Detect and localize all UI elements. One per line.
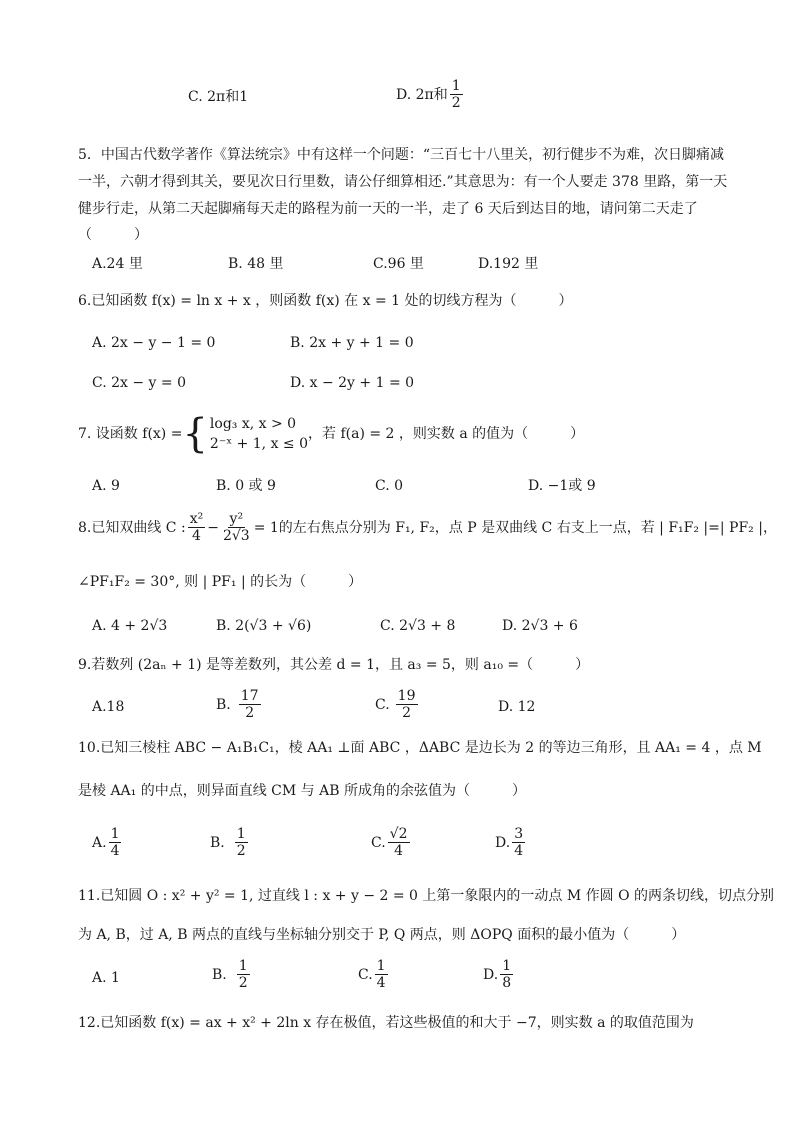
q11-option-c-fraction — [375, 958, 388, 991]
q6-stem: 6.已知函数 f(x) = ln x + x ，则函数 f(x) 在 x = 1 处的切线方程为（ ） — [78, 293, 573, 309]
q11-option-a: A. 1 — [92, 970, 120, 986]
q10-line-2: 是棱 AA₁ 的中点，则异面直线 CM 与 AB 所成角的余弦值为（ ） — [78, 783, 526, 799]
q11-line-1: 11.已知圆 O : x² + y² = 1, 过直线 l : x + y − 2 = 0 上第一象限内的一动点 M 作圆 O 的两条切线，切点分别 — [78, 888, 775, 904]
fraction-numerator: 1 — [236, 826, 246, 842]
fraction-numerator: 1 — [376, 958, 386, 974]
q5-line-3: 健步行走，从第二天起脚痛每天走的路程为前一天的一半，走了 6 天后到达目的地，请问第二天走了 — [78, 201, 698, 217]
q5-line-2: 一半，六朝才得到其关，要见次日行里数，请公仔细算相还.”其意思为：有一个人要走 378 里路，第一天 — [78, 174, 728, 190]
fraction-denominator: 2 — [236, 843, 246, 859]
q7-option-d: D. −1或 9 — [528, 478, 596, 494]
q7-option-c: C. 0 — [375, 478, 404, 494]
q11-option-c — [358, 958, 390, 991]
q9-option-c — [375, 688, 420, 721]
q10-option-b-fraction — [235, 826, 248, 859]
q11-option-d-fraction — [500, 958, 513, 991]
q10-option-d-fraction — [512, 826, 525, 859]
option-label: C. — [358, 966, 373, 983]
fraction-denominator: 4 — [514, 843, 524, 859]
q10-option-a-fraction — [109, 826, 122, 859]
q7-prefix: 7. 设函数 f(x) = — [78, 426, 183, 442]
q6-option-c: C. 2x − y = 0 — [92, 375, 186, 391]
q8-stem — [78, 511, 777, 544]
q5-option-d: D.192 里 — [478, 256, 539, 272]
q7-cases — [210, 414, 308, 454]
q4-option-c: C. 2π和1 — [188, 89, 249, 105]
fraction-numerator: y² — [229, 511, 244, 527]
q9-option-a: A.18 — [92, 699, 125, 715]
option-label: D. — [495, 834, 511, 851]
fraction-numerator: 17 — [240, 688, 259, 704]
q6-option-d: D. x − 2y + 1 = 0 — [290, 375, 415, 391]
q8-option-a: A. 4 + 2√3 — [92, 618, 168, 634]
option-label: B. — [212, 966, 227, 983]
option-label: B. — [210, 834, 225, 851]
q10-option-a — [92, 826, 123, 859]
option-label: C. — [371, 834, 386, 851]
option-label: B. — [216, 696, 231, 713]
fraction-numerator: 19 — [397, 688, 416, 704]
q10-option-c-fraction — [388, 826, 410, 859]
q5-option-b: B. 48 里 — [228, 256, 284, 272]
q5-option-c: C.96 里 — [373, 256, 424, 272]
fraction-numerator: 1 — [451, 78, 461, 94]
fraction-numerator: 1 — [238, 958, 248, 974]
q9-option-d: D. 12 — [498, 699, 536, 715]
q12-line-1: 12.已知函数 f(x) = ax + x² + 2ln x 存在极值，若这些极值的和大于 −7，则实数 a 的取值范围为 — [78, 1015, 694, 1031]
option-label: C. — [375, 696, 390, 713]
q7-option-b: B. 0 或 9 — [216, 478, 276, 494]
fraction-denominator: 2 — [245, 705, 255, 721]
fraction-denominator: 4 — [394, 843, 404, 859]
q4-option-d-fraction — [450, 78, 463, 111]
q6-option-a: A. 2x − y − 1 = 0 — [92, 335, 216, 351]
fraction-numerator: x² — [189, 511, 204, 527]
minus-sign: − — [207, 519, 219, 536]
fraction-numerator: √2 — [389, 826, 408, 842]
q8-prefix: 8.已知双曲线 C : — [78, 519, 186, 536]
q6-option-b: B. 2x + y + 1 = 0 — [290, 335, 414, 351]
q8-line-2: ∠PF₁F₂ = 30°, 则 | PF₁ | 的长为（ ） — [78, 574, 363, 590]
q5-line-1: 5．中国古代数学著作《算法统宗》中有这样一个问题：“三百七十八里关，初行健步不为难，次日脚痛减 — [78, 147, 725, 163]
q7-suffix: ，若 f(a) = 2 ，则实数 a 的值为（ ） — [308, 426, 585, 442]
fraction-numerator: 1 — [110, 826, 120, 842]
fraction-numerator: 3 — [514, 826, 524, 842]
q7-piecewise — [182, 411, 309, 457]
q10-option-c — [371, 826, 412, 859]
fraction-denominator: 2 — [451, 95, 461, 111]
option-label: A. — [92, 834, 107, 851]
q8-option-b: B. 2(√3 + √6) — [216, 618, 312, 634]
fraction-denominator: 2 — [238, 975, 248, 991]
fraction-denominator: 8 — [502, 975, 512, 991]
q7-stem — [78, 411, 585, 457]
q4-option-d — [396, 78, 465, 111]
q9-option-b-fraction — [239, 688, 261, 721]
fraction-numerator: 1 — [502, 958, 512, 974]
fraction-denominator: 4 — [376, 975, 386, 991]
q11-line-2: 为 A, B，过 A, B 两点的直线与坐标轴分别交于 P, Q 两点，则 ΔOPQ 面积的最小值为（ ） — [78, 927, 686, 943]
fraction-denominator: 2 — [402, 705, 412, 721]
q8-fraction-2 — [221, 511, 252, 544]
q8-option-d: D. 2√3 + 6 — [502, 618, 578, 634]
q5-option-a: A.24 里 — [92, 256, 143, 272]
fraction-denominator: 4 — [110, 843, 120, 859]
q9-option-b — [216, 688, 263, 721]
q7-case-1: log₃ x, x > 0 — [209, 416, 297, 432]
q9-stem: 9.若数列 (2aₙ + 1) 是等差数列，其公差 d = 1，且 a₃ = 5，则 a₁₀ =（ ） — [78, 657, 590, 673]
q10-line-1: 10.已知三棱柱 ABC − A₁B₁C₁，棱 AA₁ ⊥面 ABC ，ΔABC 是边长为 2 的等边三角形，且 AA₁ = 4 ，点 M — [78, 740, 762, 756]
q4-option-d-prefix: D. 2π和 — [396, 86, 448, 103]
q10-option-d — [495, 826, 527, 859]
q7-option-a: A. 9 — [92, 478, 120, 494]
q8-fraction-1 — [188, 511, 206, 544]
fraction-denominator: 4 — [191, 528, 201, 544]
q11-option-b — [212, 958, 252, 991]
brace-symbol: { — [182, 411, 208, 457]
q11-option-d — [483, 958, 515, 991]
fraction-denominator: 2√3 — [222, 528, 250, 544]
q9-option-c-fraction — [396, 688, 418, 721]
q8-suffix: = 1的左右焦点分别为 F₁, F₂，点 P 是双曲线 C 右支上一点，若 | F₁F₂ |=| PF₂ |， — [253, 519, 777, 536]
q10-option-b — [210, 826, 250, 859]
option-label: D. — [483, 966, 499, 983]
q5-line-4: （ ） — [78, 227, 148, 243]
q8-option-c: C. 2√3 + 8 — [380, 618, 456, 634]
q7-case-2: 2⁻ˣ + 1, x ≤ 0 — [209, 436, 309, 452]
q11-option-b-fraction — [237, 958, 250, 991]
